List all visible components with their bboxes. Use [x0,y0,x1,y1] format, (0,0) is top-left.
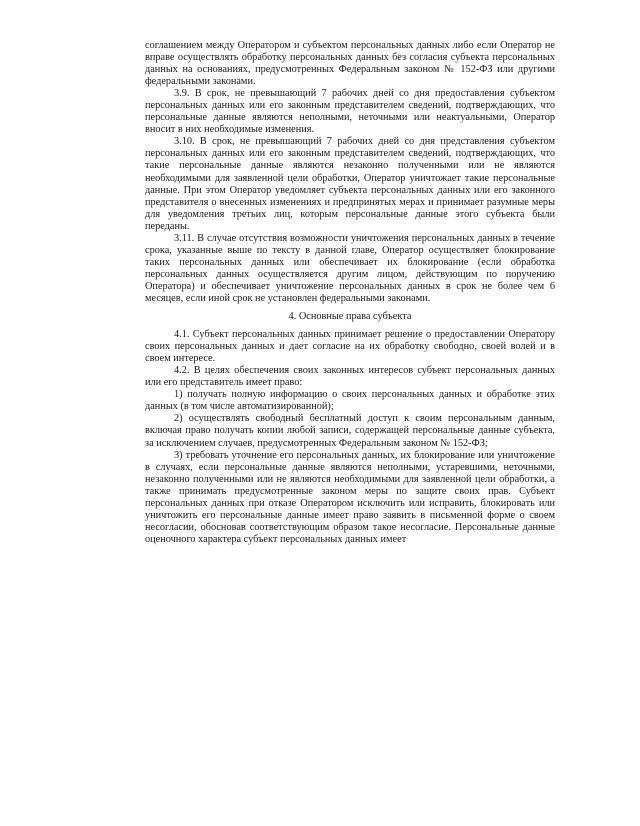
list-item-3: 3) требовать уточнение его персональных данных, их блокирование или уничтожение в случаях, если персональные данные являются неполными, устаревшими, неточными, незаконно полученными или не являются необходимыми для заявленной цели обработки, а также принимать предусмотренные законом меры по защите своих прав. Субъект персональных данных при отказе Оператором исключить или исправить, блокировать или уничтожить его персональные данные имеет право заявить в письменной форме о своем несогласии, обосновав соответствующим образом такое несогласие. Персональные данные оценочного характера субъект персональных данных имеет [145,449,555,545]
paragraph-4-2: 4.2. В целях обеспечения своих законных интересов субъект персональных данных или его представитель имеет право: [145,365,555,389]
list-item-2: 2) осуществлять свободный бесплатный доступ к своим персональным данным, включая право получать копии любой записи, содержащей персональные данные субъекта, за исключением случаев, предусмотренных Федеральным законом № 152-ФЗ; [145,413,555,449]
section-heading: 4. Основные права субъекта [288,311,412,323]
paragraph-4-1: 4.1. Субъект персональных данных принимает решение о предоставлении Оператору своих персональных данных и дает согласие на их обработку свободно, своей волей и в своем интересе. [145,329,555,365]
list-item-1: 1) получать полную информацию о своих персональных данных и обработке этих данных (в том числе автоматизированной); [145,389,555,413]
paragraph-continuation: соглашением между Оператором и субъектом персональных данных либо если Оператор не вправе осуществлять обработку персональных данных без согласия субъекта персональных данных на основаниях, предусмотренных Федеральным законом № 152-ФЗ или другими федеральными законами. [145,40,555,88]
paragraph-3-11: 3.11. В случае отсутствия возможности уничтожения персональных данных в течение срока, указанные выше по тексту в данной главе, Оператор осуществляет блокирование таких персональных данных или обеспечивает их блокирование (если обработка персональных данных осуществляется другим лицом, действующим по поручению Оператора) и обеспечивает уничтожение персональных данных в срок не более чем 6 месяцев, если иной срок не установлен федеральными законами. [145,232,555,304]
paragraph-3-9: 3.9. В срок, не превышающий 7 рабочих дней со дня предоставления субъектом персональных данных или его законным представителем сведений, подтверждающих, что персональные данные являются неполными, неточными или неактуальными, Оператор вносит в них необходимые изменения. [145,88,555,136]
paragraph-3-10: 3.10. В срок, не превышающий 7 рабочих дней со дня представления субъектом персональных данных или его законным представителем сведений, подтверждающих, что такие персональные данные являются незаконно полученными или не являются необходимыми для заявленной цели обработки, Оператор уничтожает такие персональные данные. При этом Оператор уведомляет субъекта персональных данных или его законного представителя о внесенных изменениях и предпринятых мерах и принимает разумные меры для уведомления третьих лиц, которым персональные данные этого субъекта были переданы. [145,136,555,232]
document-page [145,40,555,546]
